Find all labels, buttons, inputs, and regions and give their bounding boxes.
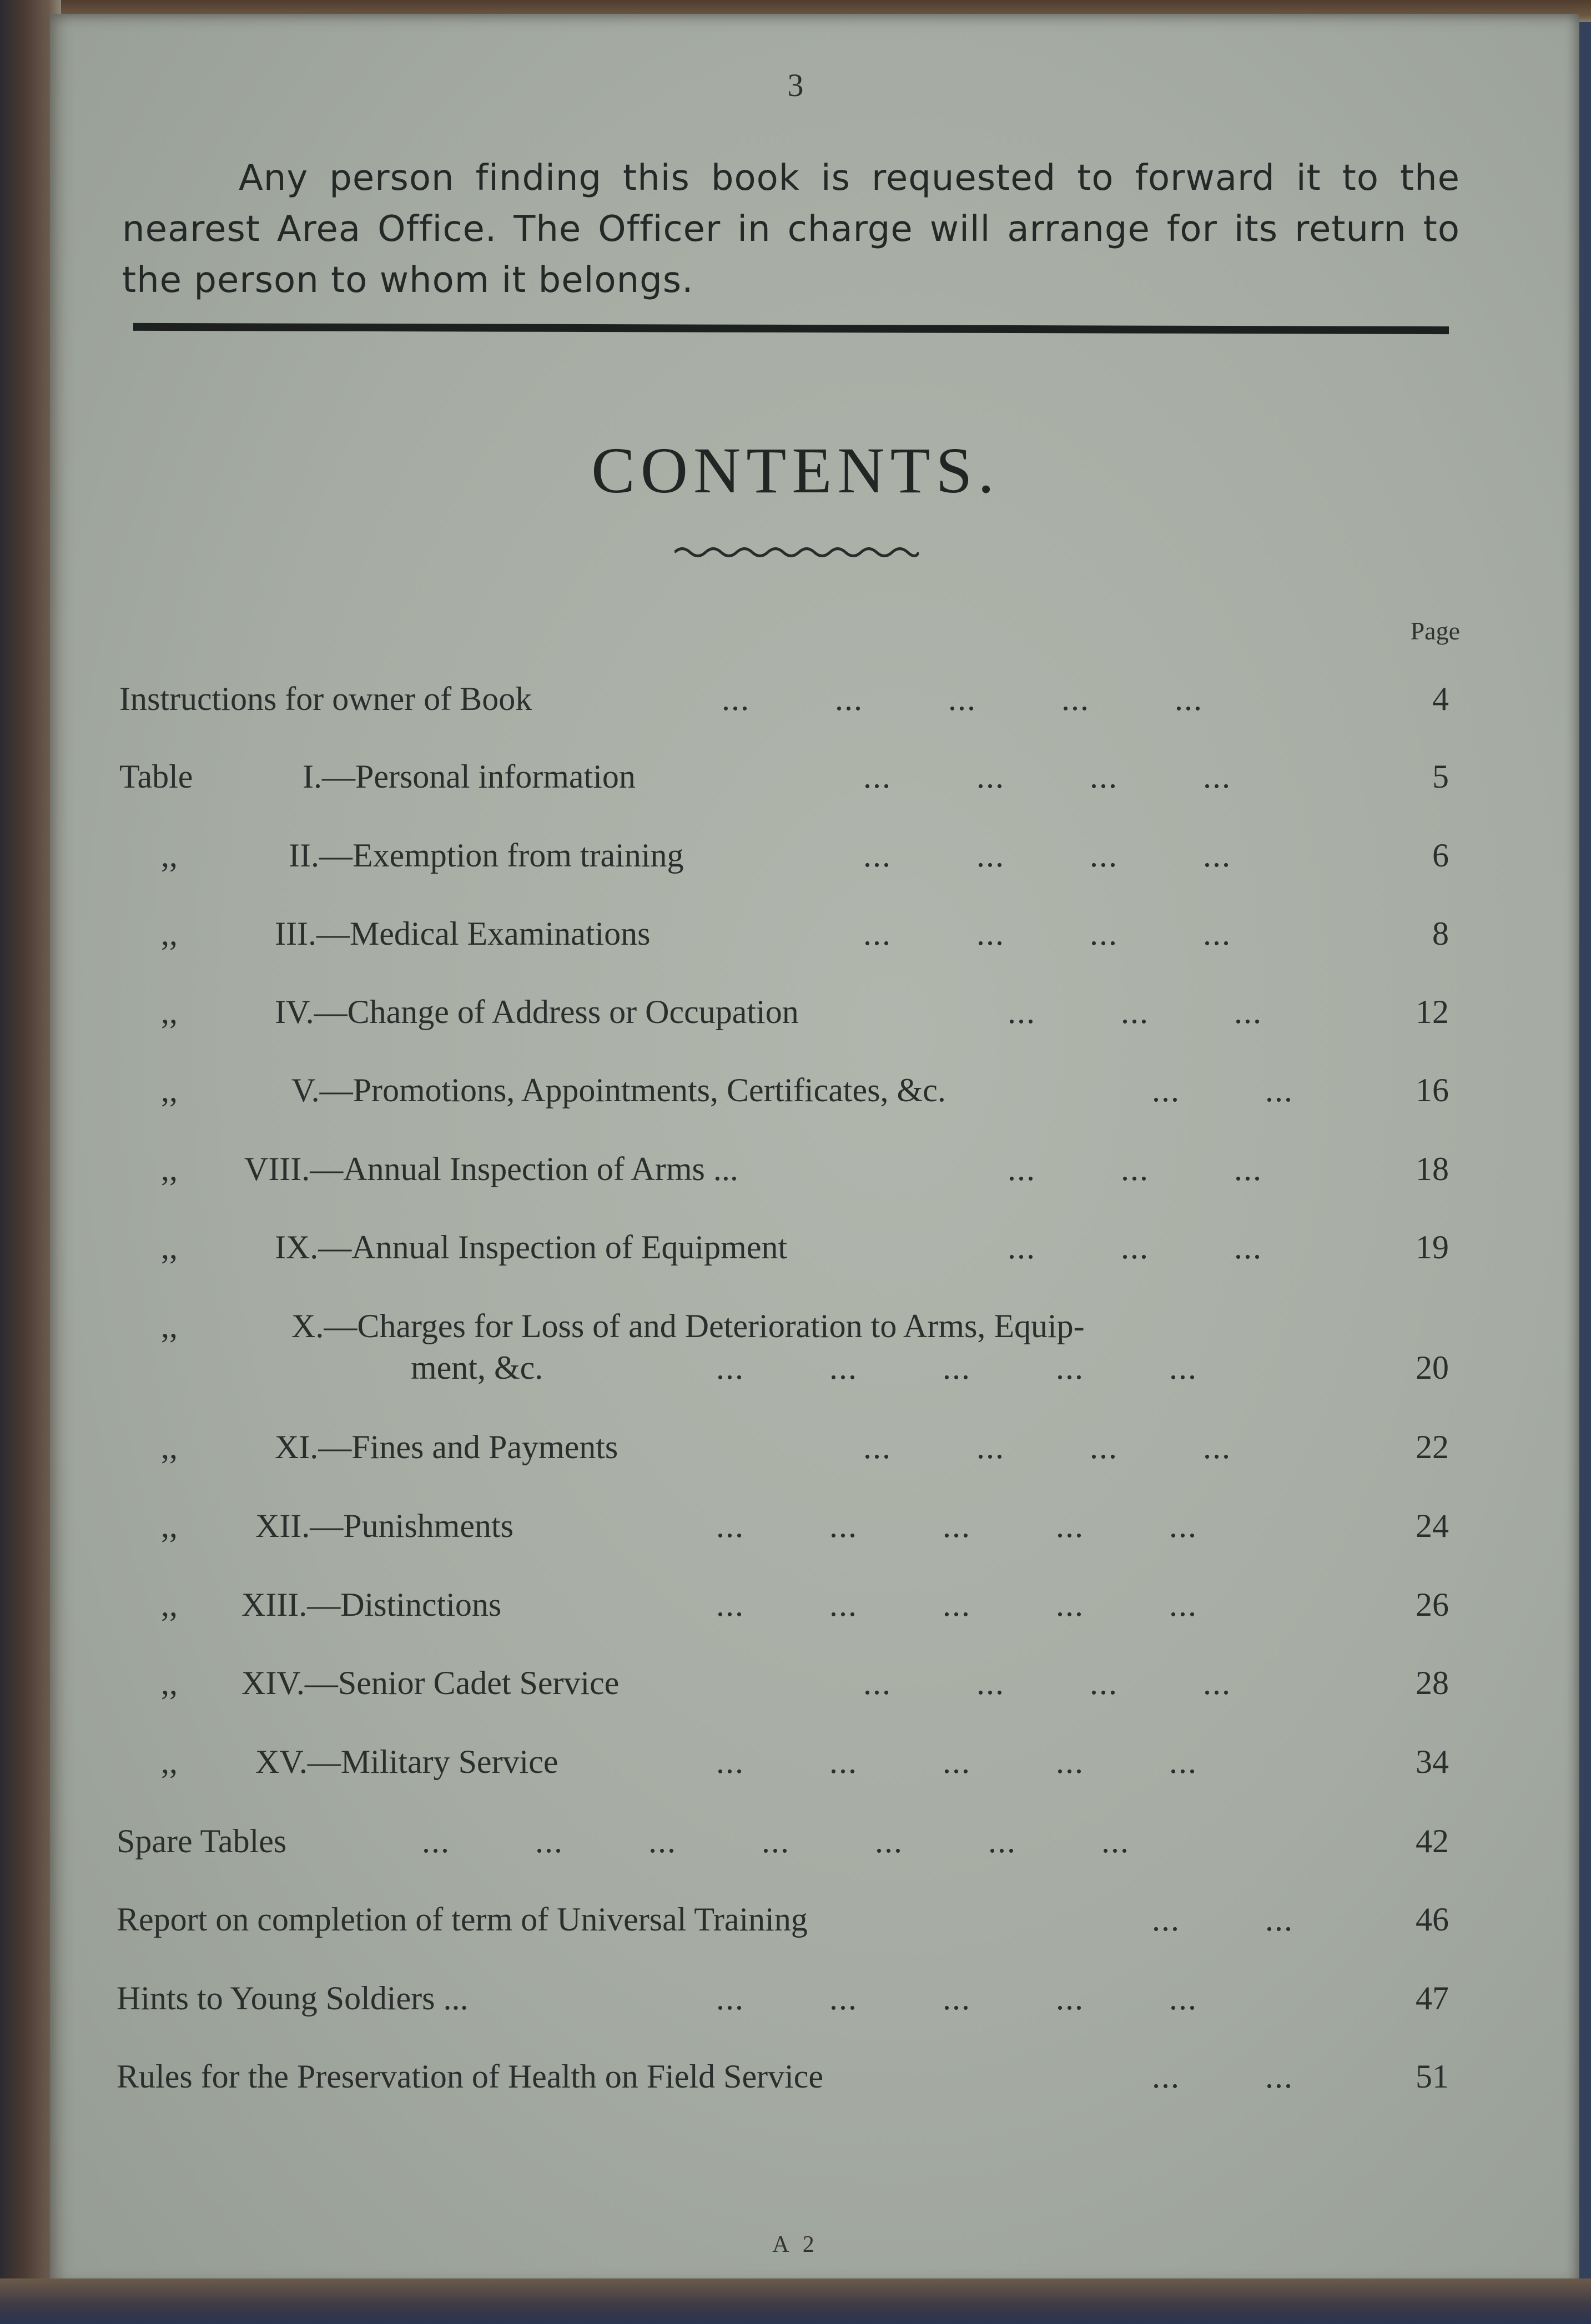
toc-entry-lead: ,,: [161, 915, 178, 952]
toc-entry-page: 42: [1416, 1823, 1449, 1859]
toc-entry-leader: ... ... ... ...: [863, 915, 1231, 952]
toc-entry-lead: ,,: [161, 1151, 178, 1187]
toc-entry-label: XI.—Fines and Payments: [275, 1429, 618, 1465]
toc-entry-page: 46: [1416, 1901, 1449, 1938]
toc-entry-lead: ,,: [161, 1508, 178, 1544]
toc-entry-leader: ... ... ...: [1008, 1229, 1262, 1266]
toc-entry-leader: ... ... ... ...: [863, 758, 1231, 795]
toc-entry-leader: ... ... ... ... ...: [716, 1508, 1197, 1544]
toc-entry-lead: ,,: [161, 1665, 178, 1701]
toc-entry-label: XIII.—Distinctions: [241, 1586, 502, 1623]
toc-entry-leader: ... ... ... ... ...: [716, 1586, 1197, 1623]
contents-title: CONTENTS.: [591, 434, 1000, 507]
toc-entry-page: 22: [1416, 1429, 1449, 1465]
toc-entry-page: 26: [1416, 1586, 1449, 1623]
toc-entry-lead: ,,: [161, 994, 178, 1030]
toc-entry-page: 34: [1416, 1743, 1449, 1780]
toc-entry-label: IX.—Annual Inspection of Equipment: [275, 1229, 788, 1266]
toc-entry-page: 5: [1432, 758, 1449, 795]
toc-entry-lead: ,,: [161, 1308, 178, 1344]
toc-entry-leader: ... ... ...: [1008, 1151, 1262, 1187]
toc-entry-leader: ... ... ... ...: [863, 1665, 1231, 1701]
toc-entry-page: 20: [1416, 1349, 1449, 1386]
toc-entry-label: XII.—Punishments: [255, 1508, 513, 1544]
toc-entry-leader: ... ... ... ... ... ... ...: [422, 1823, 1130, 1859]
toc-entry-leader: ... ... ...: [1008, 994, 1262, 1030]
toc-entry-page: 24: [1416, 1508, 1449, 1544]
toc-entry-page: 51: [1416, 2058, 1449, 2095]
toc-entry-lead: ,,: [161, 1586, 178, 1623]
toc-entry-leader: ... ...: [1152, 2058, 1293, 2095]
toc-entry-page: 6: [1432, 837, 1449, 874]
toc-entry-leader: ... ...: [1152, 1901, 1293, 1938]
book-bottom-edge: [0, 2278, 1591, 2324]
toc-entry-leader: ... ... ... ...: [863, 837, 1231, 874]
toc-entry-lead: ,,: [161, 837, 178, 874]
decorative-squiggle: [674, 544, 919, 561]
page-number: 3: [787, 67, 804, 103]
toc-entry-label: V.—Promotions, Appointments, Certificates, &c.: [291, 1072, 946, 1108]
toc-entry-page: 12: [1416, 994, 1449, 1030]
toc-entry-lead: ,,: [161, 1229, 178, 1266]
toc-entry-lead: ,,: [161, 1429, 178, 1465]
toc-entry-lead: ,,: [161, 1072, 178, 1108]
toc-entry-label: III.—Medical Examinations: [275, 915, 651, 952]
toc-entry-label: Instructions for owner of Book: [119, 680, 532, 717]
toc-entry-label: Report on completion of term of Universal Training: [117, 1901, 808, 1938]
toc-entry-label: Spare Tables: [117, 1823, 287, 1859]
toc-entry-label: XIV.—Senior Cadet Service: [241, 1665, 620, 1701]
toc-entry-page: 47: [1416, 1980, 1449, 2017]
toc-entry-label: IV.—Change of Address or Occupation: [275, 994, 799, 1030]
toc-entry-leader: ... ... ... ... ...: [716, 1349, 1197, 1386]
toc-entry-leader: ... ... ... ... ...: [716, 1743, 1197, 1780]
toc-entry-page: 28: [1416, 1665, 1449, 1701]
toc-entry-label: VIII.—Annual Inspection of Arms ...: [244, 1151, 738, 1187]
toc-entry-label: II.—Exemption from training: [289, 837, 684, 874]
toc-entry-leader: ... ... ... ... ...: [716, 1980, 1197, 2017]
toc-entry-lead: ,,: [161, 1743, 178, 1780]
toc-entry-page: 4: [1432, 680, 1449, 717]
toc-entry-page: 16: [1416, 1072, 1449, 1108]
toc-entry-lead: Table: [119, 758, 193, 795]
toc-entry-label: XV.—Military Service: [255, 1743, 558, 1780]
toc-entry-label: X.—Charges for Loss of and Deterioration to Arms, Equip-: [291, 1308, 1085, 1344]
toc-entry-leader: ... ... ... ... ...: [722, 680, 1203, 717]
toc-entry-label-continued: ment, &c.: [411, 1349, 543, 1386]
page-column-header: Page: [1410, 617, 1460, 645]
toc-entry-page: 19: [1416, 1229, 1449, 1266]
toc-entry-leader: ... ...: [1152, 1072, 1293, 1108]
toc-entry-label: Rules for the Preservation of Health on Field Service: [117, 2058, 824, 2095]
toc-entry-label: Hints to Young Soldiers ...: [117, 1980, 469, 2017]
toc-entry-page: 18: [1416, 1151, 1449, 1187]
signature-mark: A 2: [772, 2232, 819, 2257]
return-notice: Any person finding this book is requested to forward it to the nearest Area Office. The Officer in charge will arrange for its return to the person to whom it belongs.: [122, 158, 1460, 301]
toc-entry-page: 8: [1432, 915, 1449, 952]
toc-entry-leader: ... ... ... ...: [863, 1429, 1231, 1465]
toc-entry-label: I.—Personal information: [303, 758, 636, 795]
